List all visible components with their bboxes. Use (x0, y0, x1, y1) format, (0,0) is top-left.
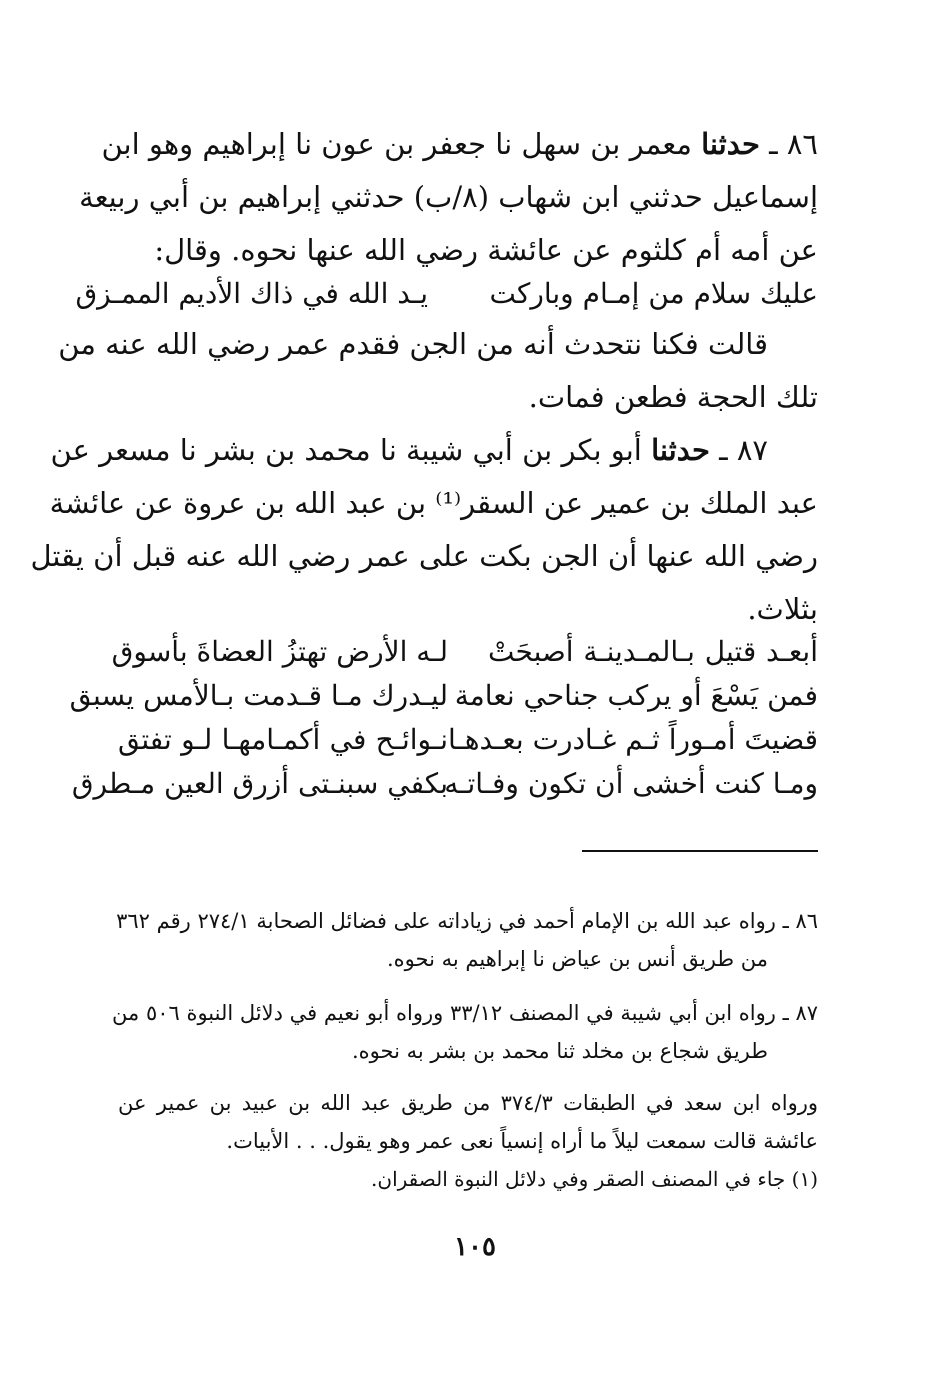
hadith-86-line-3: عن أمه أم كلثوم عن عائشة رضي الله عنها نحوه. وقال: (154, 233, 818, 267)
hadith-87-line-2: عبد الملك بن عمير عن السقر⁽¹⁾ بن عبد الله بن عروة عن عائشة (49, 486, 818, 520)
verse-86-second-hemistich: يـد الله في ذاك الأديم الممـزق (75, 277, 428, 310)
hadith-87-paragraph (30, 424, 818, 636)
note-86 (118, 902, 818, 978)
hadith-87-number: ٨٧ ـ (719, 433, 768, 467)
note-87-line-1: ٨٧ ـ رواه ابن أبي شيبة في المصنف ٣٣/١٢ ورواه أبو نعيم في دلائل النبوة ٥٠٦ من (112, 1001, 818, 1025)
poem-verse-1-first: أبعـد قتيل بـالمـدينـة أصبحَتْ (488, 635, 818, 668)
poem-verse-4-second: بكفي سبنـتى أزرق العين مـطرق (71, 767, 448, 800)
hadith-86-line-1-text: معمر بن سهل نا جعفر بن عون نا إبراهيم وهو ابن (101, 127, 692, 161)
poem-verse (69, 674, 818, 718)
poem-verse-3-first: قضيتَ أمـوراً ثـم غـادرت بعـدهـا (447, 723, 818, 756)
hadith-87-lead: حدثنا (651, 433, 710, 467)
hadith-87-line-3: رضي الله عنها أن الجن بكت على عمر رضي الله عنه قبل أن يقتل (30, 539, 818, 573)
verse-86-first-hemistich: عليك سلام من إمـام وباركت (489, 277, 818, 310)
narration-86-line-2: تلك الحجة فطعن فمات. (528, 380, 818, 414)
poem-verse-2-second: ليـدرك مـا قـدمت بـالأمس يسبق (69, 679, 448, 712)
note-86-line-2: من طريق أنس بن عياض نا إبراهيم به نحوه. (387, 947, 768, 971)
narration-86-line-1: قالت فكنا نتحدث أنه من الجن فقدم عمر رضي الله عنه من (58, 327, 768, 361)
page-number: ١٠٥ (454, 1232, 496, 1262)
hadith-86-paragraph (79, 118, 818, 277)
note-86-line-1: ٨٦ ـ رواه عبد الله بن الإمام أحمد في زياداته على فضائل الصحابة ٢٧٤/١ رقم ٣٦٢ (116, 909, 818, 933)
footnote-1 (118, 1160, 818, 1198)
poem-verse (111, 630, 818, 674)
poem-verse-1-second: لـه الأرض تهتزُ العضاةَ بأسوق (111, 635, 448, 668)
poem-verse-2-first: فمن يَسْعَ أو يركب جناحي نعامة (454, 679, 818, 712)
footnote-1-text: (١) جاء في المصنف الصقر وفي دلائل النبوة الصقران. (371, 1167, 818, 1191)
note-87b-line-1: ورواه ابن سعد في الطبقات ٣٧٤/٣ من طريق عبد الله بن عبيد بن عمير عن (118, 1091, 818, 1115)
poem-verse (118, 718, 818, 762)
hadith-87-line-4: بثلاث. (747, 592, 818, 626)
poem-verse (71, 762, 818, 806)
footnote-separator (582, 850, 818, 852)
note-87-line-2: طريق شجاع بن مخلد ثنا محمد بن بشر به نحوه. (351, 1039, 768, 1063)
poem-verse-4-first: ومـا كنت أخشى أن تكون وفـاتـه (444, 767, 818, 800)
hadith-86-number: ٨٦ ـ (769, 127, 818, 161)
hadith-87-line-1 (50, 424, 818, 477)
poem-verse-3-second: نـوائـح في أكمـامهـا لـو تفتق (118, 723, 448, 756)
hadith-86-line-2: إسماعيل حدثني ابن شهاب (٨/ب) حدثني إبراهيم بن أبي ربيعة (79, 180, 818, 214)
verse-86 (75, 272, 818, 316)
hadith-86-lead: حدثنا (701, 127, 760, 161)
narration-86-paragraph (58, 318, 818, 424)
note-87b-line-2: عائشة قالت سمعت ليلاً ما أراه إنسياً نعى عمر وهو يقول. . . الأبيات. (226, 1129, 818, 1153)
note-87 (112, 994, 818, 1070)
hadith-86-line-1 (101, 118, 818, 171)
note-87-ibn-saad (118, 1084, 818, 1160)
poem-87 (69, 630, 818, 806)
hadith-87-line-1-text: أبو بكر بن أبي شيبة نا محمد بن بشر نا مسعر عن (50, 433, 642, 467)
